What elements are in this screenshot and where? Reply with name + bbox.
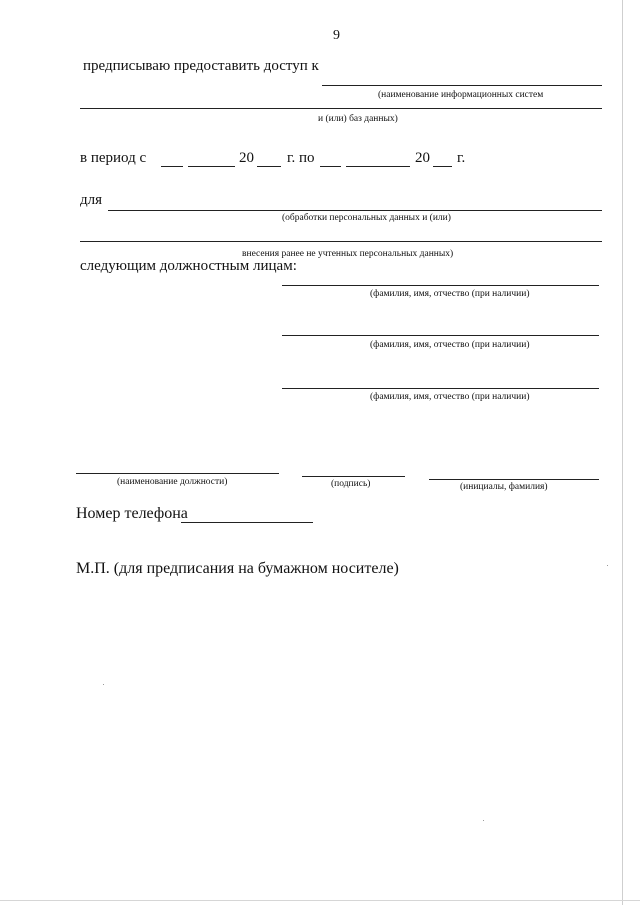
official-3-line[interactable]	[282, 388, 599, 389]
period-from-month-line[interactable]	[188, 166, 235, 167]
scan-speck	[103, 684, 104, 685]
stamp-note: М.П. (для предписания на бумажном носителе)	[76, 560, 399, 577]
purpose-caption-1: (обработки персональных данных и (или)	[282, 213, 451, 223]
officials-label: следующим должностным лицам:	[80, 258, 297, 274]
period-to-year-line[interactable]	[433, 166, 452, 167]
official-2-line[interactable]	[282, 335, 599, 336]
period-to-label: г. по	[287, 150, 315, 166]
period-to-day-line[interactable]	[320, 166, 341, 167]
access-blank-line-2[interactable]	[80, 108, 602, 109]
scan-speck	[607, 565, 608, 566]
period-to-month-line[interactable]	[346, 166, 410, 167]
access-caption-1: (наименование информационных систем	[378, 90, 544, 100]
purpose-blank-line-2[interactable]	[80, 241, 602, 242]
signature-caption: (подпись)	[331, 479, 371, 489]
purpose-label: для	[80, 192, 103, 208]
period-from-year-prefix: 20	[239, 150, 254, 166]
period-from-year-line[interactable]	[257, 166, 281, 167]
signature-line[interactable]	[302, 476, 405, 477]
scan-edge-right	[622, 0, 623, 905]
official-1-line[interactable]	[282, 285, 599, 286]
access-label: предписываю предоставить доступ к	[83, 58, 319, 74]
period-to-year-prefix: 20	[415, 150, 430, 166]
scan-speck	[483, 820, 484, 821]
official-1-caption: (фамилия, имя, отчество (при наличии)	[370, 289, 530, 299]
official-3-caption: (фамилия, имя, отчество (при наличии)	[370, 392, 530, 402]
position-caption: (наименование должности)	[117, 477, 228, 487]
initials-line[interactable]	[429, 479, 599, 480]
initials-caption: (инициалы, фамилия)	[460, 482, 548, 492]
position-line[interactable]	[76, 473, 279, 474]
access-caption-2: и (или) баз данных)	[318, 114, 398, 124]
phone-blank-line[interactable]	[181, 522, 313, 523]
purpose-blank-line[interactable]	[108, 210, 602, 211]
period-year-suffix: г.	[457, 150, 466, 166]
period-from-day-line[interactable]	[161, 166, 183, 167]
page-number: 9	[333, 28, 340, 43]
scan-edge-bottom	[0, 900, 640, 901]
phone-label: Номер телефона	[76, 505, 188, 522]
access-blank-line[interactable]	[322, 85, 602, 86]
purpose-caption-2: внесения ранее не учтенных персональных данных)	[242, 249, 454, 259]
official-2-caption: (фамилия, имя, отчество (при наличии)	[370, 340, 530, 350]
period-from-label: в период с	[80, 150, 147, 166]
